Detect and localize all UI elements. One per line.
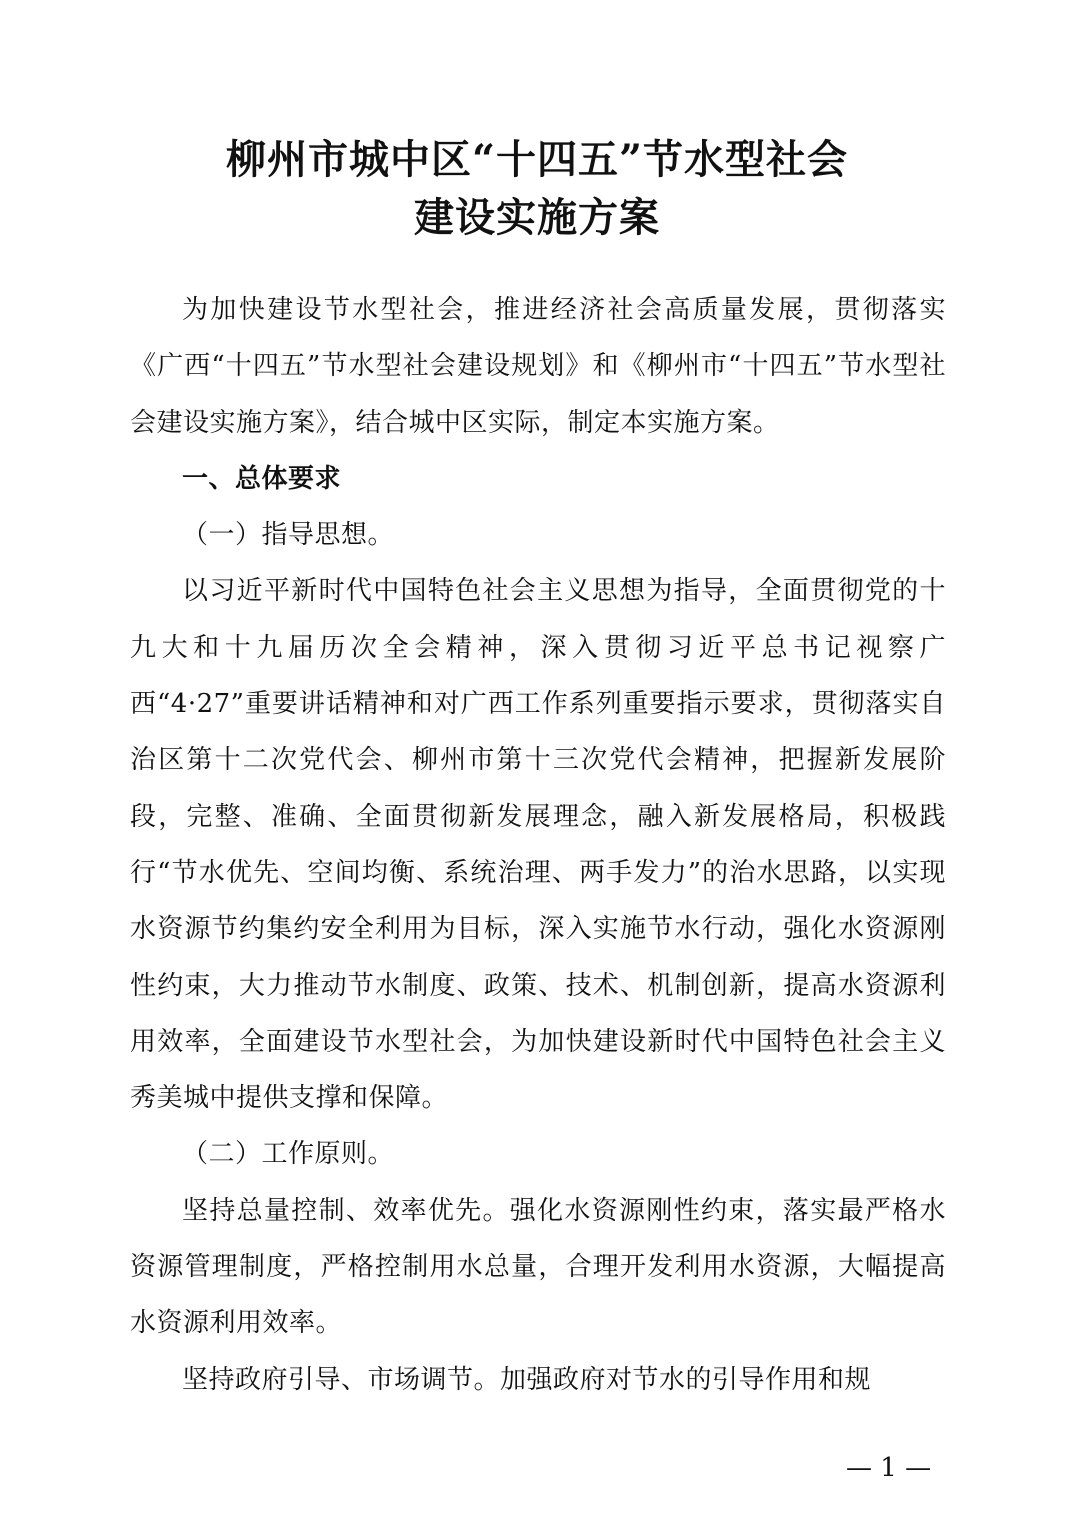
document-title-line-1: 柳州市城中区“十四五”节水型社会 [225,136,848,183]
paragraph-principle-2: 坚持政府引导、市场调节。加强政府对节水的引导作用和规 [182,1364,872,1395]
paragraph-intro: 为加快建设节水型社会，推进经济社会高质量发展，贯彻落实《广西“十四五”节水型社会建设规划》和《柳州市“十四五”节水型社会建设实施方案》，结合城中区实际，制定本实施方案。 [130,295,946,438]
document-title-line-2: 建设实施方案 [414,194,660,241]
subsection-heading-guiding-thought: （一）指导思想。 [182,520,395,551]
document-body [130,282,946,1408]
page-number: — 1 — [846,1453,932,1483]
paragraph-guiding-thought: 以习近平新时代中国特色社会主义思想为指导，全面贯彻党的十九大和十九届历次全会精神，深入贯彻习近平总书记视察广西“4·27”重要讲话精神和对广西工作系列重要指示要求，贯彻落实自治区第十二次党代会、柳州市第十三次党代会精神，把握新发展阶段，完整、准确、全面贯彻新发展理念，融入新发展格局，积极践行“节水优先、空间均衡、系统治理、两手发力”的治水思路，以实现水资源节约集约安全利用为目标，深入实施节水行动，强化水资源刚性约束，大力推动节水制度、政策、技术、机制创新，提高水资源利用效率，全面建设节水型社会，为加快建设新时代中国特色社会主义秀美城中提供支撑和保障。 [130,576,946,1114]
section-heading-overall-requirements: 一、总体要求 [182,463,342,494]
paragraph-principle-1: 坚持总量控制、效率优先。强化水资源刚性约束，落实最严格水资源管理制度，严格控制用水总量，合理开发利用水资源，大幅提高水资源利用效率。 [130,1195,946,1339]
subsection-heading-work-principles: （二）工作原则。 [182,1139,395,1170]
